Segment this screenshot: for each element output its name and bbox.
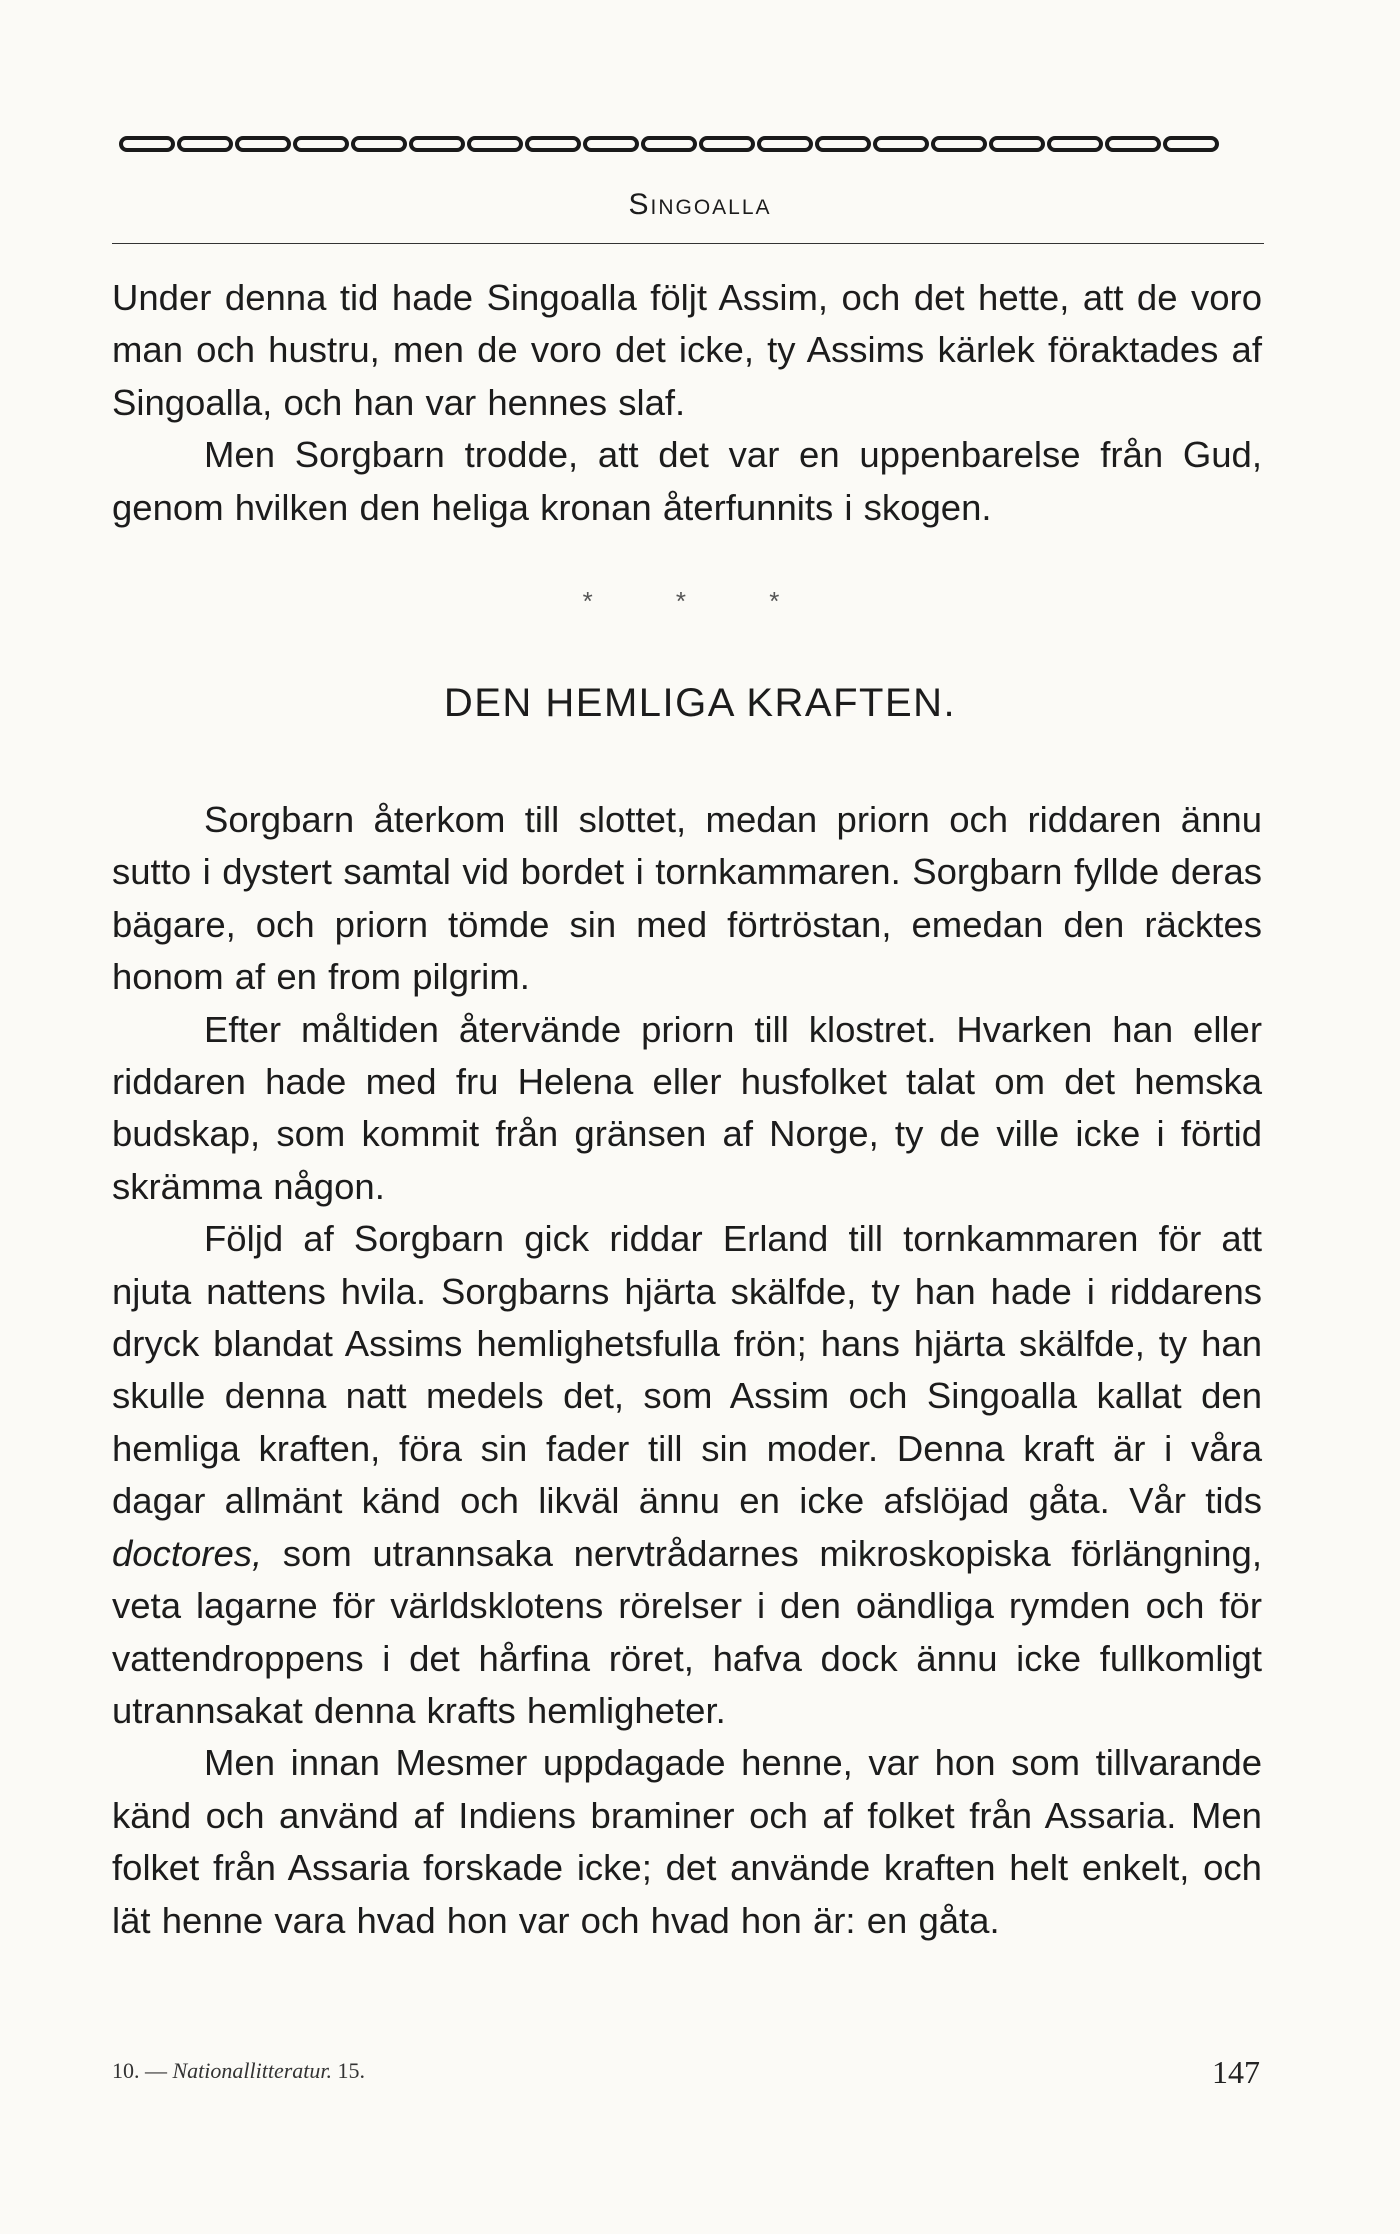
intro-text — [112, 272, 1262, 534]
header-rule — [112, 243, 1264, 244]
running-head: Singoalla — [628, 188, 772, 221]
chapter-paragraph-3-part-2: som utrannsaka nervtrådarnes mikroskopiska förlängning, veta lagarne för världsklotens rörelser i den oändliga rymden och för vattendroppens i det hårfina röret, hafva dock ännu icke fullkomligt utrannsakat denna krafts hemligheter. — [112, 1532, 1262, 1731]
chapter-text — [112, 794, 1262, 1947]
chain-link — [643, 138, 695, 150]
chapter-paragraph-4: Men innan Mesmer uppdagade henne, var hon som tillvarande känd och använd af Indiens braminer och af folket från Assaria. Men folket från Assaria forskade icke; det använde kraften helt enkelt, och lät henne vara hvad hon var och hvad hon är: en gåta. — [112, 1742, 1262, 1941]
chapter-paragraph-3-part-1: Följd af Sorgbarn gick riddar Erland till tornkammaren för att njuta nattens hvila. Sorgbarns hjärta skälfde, ty han hade i riddarens dryck blandat Assims hemlighetsfulla frön; hans hjärta skälfde, ty han skulle denna natt medels det, som Assim och Singoalla kallat den hemliga kraften, föra sin fader till sin moder. Denna kraft är i våra dagar allmänt känd och likväl ännu en icke afslöjad gåta. Vår tids — [112, 1218, 1262, 1522]
chain-link — [759, 138, 811, 150]
printer-signature — [112, 2058, 365, 2084]
chain-link — [1165, 138, 1217, 150]
chapter-paragraph-2: Efter måltiden återvände priorn till klostret. Hvarken han eller riddaren hade med fru Helena eller husfolket talat om det hemska budskap, som kommit från gränsen af Norge, ty de ville icke i förtid skrämma någon. — [112, 1008, 1262, 1207]
signature-dash: — — [145, 2058, 167, 2083]
chain-link — [237, 138, 289, 150]
chain-link — [469, 138, 521, 150]
page-number: 147 — [1212, 2054, 1260, 2090]
chain-link — [701, 138, 753, 150]
chain-link — [527, 138, 579, 150]
chain-link — [179, 138, 231, 150]
signature-title: Nationallitteratur. — [172, 2058, 333, 2083]
chapter-paragraph-3 — [112, 1213, 1262, 1737]
chapter-title: DEN HEMLIGA KRAFTEN. — [443, 681, 957, 725]
signature-number: 10. — [112, 2058, 140, 2083]
chain-link — [121, 138, 173, 150]
chain-link — [817, 138, 869, 150]
chain-link — [353, 138, 405, 150]
chapter-paragraph-1: Sorgbarn återkom till slottet, medan priorn och riddaren ännu sutto i dystert samtal vid bordet i tornkammaren. Sorgbarn fyllde deras bägare, och priorn tömde sin med förtröstan, emedan den räcktes honom af en from pilgrim. — [112, 799, 1262, 998]
chain-link — [875, 138, 927, 150]
chain-border-ornament — [118, 134, 1266, 154]
chain-link — [991, 138, 1043, 150]
chain-link — [933, 138, 985, 150]
chain-link — [295, 138, 347, 150]
chain-link — [1049, 138, 1101, 150]
signature-volume: 15. — [337, 2058, 366, 2083]
intro-paragraph-2: Men Sorgbarn trodde, att det var en uppenbarelse från Gud, genom hvilken den heliga kronan återfunnits i skogen. — [112, 434, 1262, 528]
section-break-asterisks: * * * — [582, 586, 818, 616]
italic-word-doctores: doctores, — [112, 1532, 263, 1574]
chain-link — [411, 138, 463, 150]
intro-paragraph-1: Under denna tid hade Singoalla följt Assim, och det hette, att de voro man och hustru, men de voro det icke, ty Assims kärlek föraktades af Singoalla, och han var hennes slaf. — [112, 277, 1262, 423]
chain-link — [585, 138, 637, 150]
chain-link — [1107, 138, 1159, 150]
